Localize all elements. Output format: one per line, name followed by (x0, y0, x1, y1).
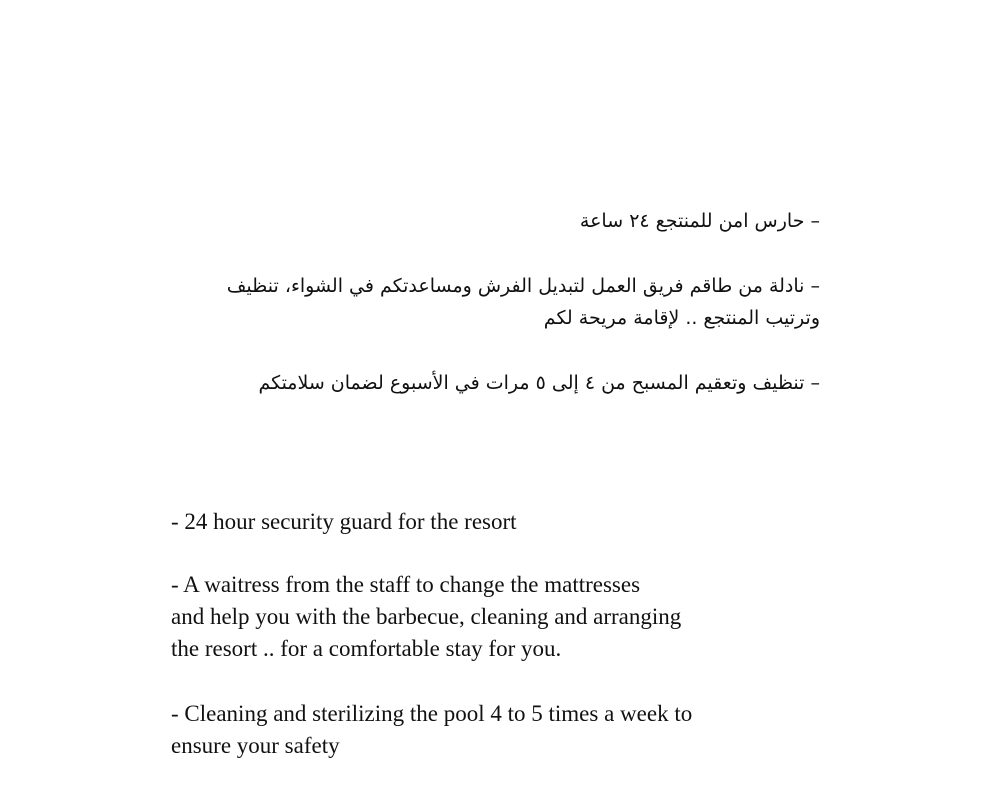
arabic-item-pool-cleaning: – تنظيف وتعقيم المسبح من ٤ إلى ٥ مرات في الأسبوع لضمان سلامتكم (258, 372, 820, 394)
english-item-security-guard: - 24 hour security guard for the resort (171, 509, 517, 534)
arabic-item-security-guard: – حارس امن للمنتجع ٢٤ ساعة (579, 210, 820, 232)
english-item-pool-cleaning: - Cleaning and sterilizing the pool 4 to 5 times a week to ensure your safety (171, 701, 693, 758)
arabic-item-waitress: – نادلة من طاقم فريق العمل لتبديل الفرش ومساعدتكم في الشواء، تنظيف وترتيب المنتجع .. لإقامة مريحة لكم (226, 275, 820, 329)
english-item-waitress: - A waitress from the staff to change the mattresses and help you with the barbecue, cleaning and arranging the resort .. for a comfortable stay for you. (171, 572, 682, 661)
